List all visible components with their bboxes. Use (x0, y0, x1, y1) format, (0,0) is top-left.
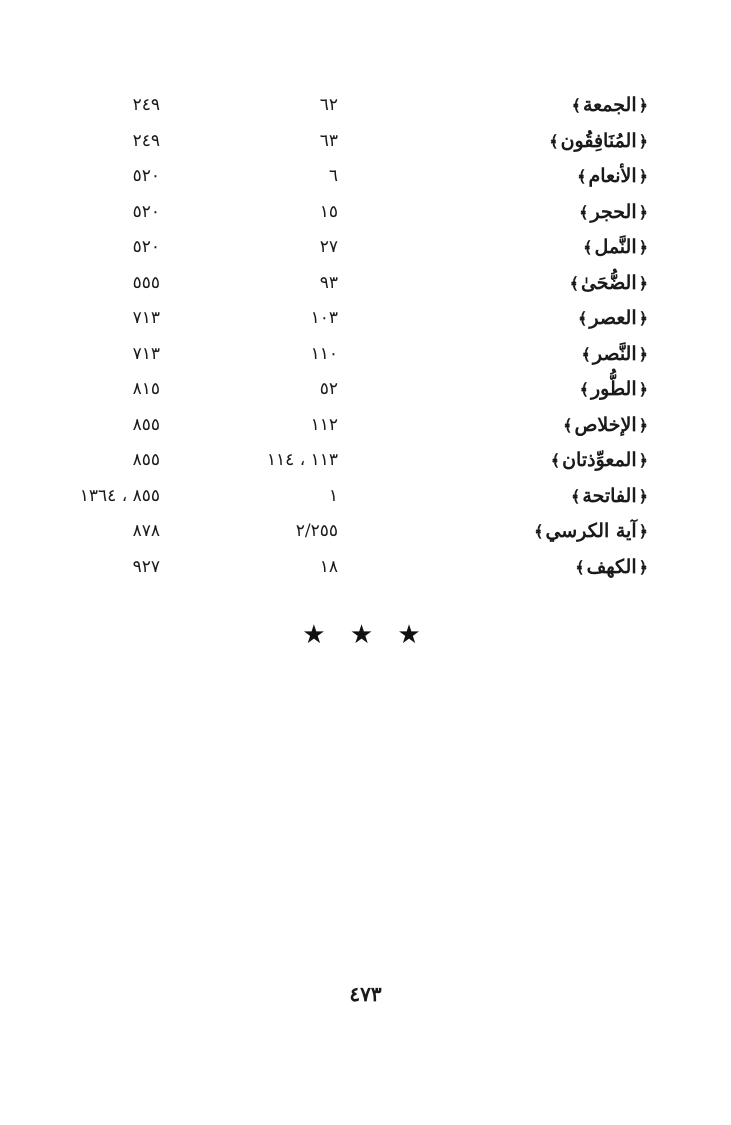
page-reference: ٨٧٨ (132, 521, 160, 541)
page-reference: ٥٥٥ (132, 272, 160, 293)
section-separator-stars: ★ ★ ★ (302, 620, 429, 650)
ornate-bracket-open-icon: ﴿ (638, 486, 648, 506)
surah-name-text: العصر (589, 307, 637, 329)
surah-number: ٢/٢٥٥ (295, 521, 338, 541)
surah-number: ٦٢ (319, 95, 338, 115)
ornate-bracket-close-icon: ﴾ (571, 486, 581, 506)
surah-number: ١٥ (319, 201, 338, 222)
ornate-bracket-close-icon: ﴾ (569, 273, 579, 293)
surah-name (578, 372, 650, 408)
ornate-bracket-close-icon: ﴾ (550, 451, 561, 470)
surah-name (549, 443, 650, 479)
surah-name-text: النَّصر (592, 342, 637, 365)
surah-name-text: الأنعام (588, 165, 637, 187)
ornate-bracket-open-icon: ﴿ (638, 202, 648, 222)
surah-number: ١٨ (319, 556, 338, 577)
page-reference: ٧١٣ (132, 343, 160, 364)
index-row (40, 408, 660, 444)
surah-number: ٩٣ (319, 272, 338, 293)
page-reference: ٨١٥ (132, 379, 160, 399)
index-row (40, 159, 660, 195)
surah-name (547, 124, 650, 160)
index-row (40, 266, 660, 302)
surah-number: ١١٠ (310, 343, 338, 364)
surah-number: ٥٢ (319, 379, 338, 399)
surah-name-text: الجمعة (582, 94, 637, 116)
page-reference: ٩٢٧ (132, 556, 160, 577)
index-row (40, 372, 660, 408)
surah-name (570, 88, 650, 124)
surah-name-text: الطُّور (590, 378, 637, 400)
surah-name (561, 408, 650, 444)
page-reference: ٥٢٠ (132, 237, 160, 257)
ornate-bracket-close-icon: ﴾ (579, 202, 589, 222)
ornate-bracket-open-icon: ﴿ (638, 131, 648, 151)
surah-name (576, 301, 650, 337)
ornate-bracket-close-icon: ﴾ (583, 238, 593, 257)
ornate-bracket-open-icon: ﴿ (638, 522, 648, 541)
ornate-bracket-close-icon: ﴾ (549, 131, 559, 151)
surah-name-text: الإخلاص (574, 413, 637, 436)
ornate-bracket-close-icon: ﴾ (575, 557, 585, 577)
index-row (40, 230, 660, 266)
ornate-bracket-open-icon: ﴿ (638, 415, 648, 435)
page-reference: ٧١٣ (132, 308, 160, 328)
surah-name (568, 266, 650, 302)
surah-name (569, 479, 650, 515)
surah-name-text: الحجر (590, 200, 637, 223)
index-row (40, 550, 660, 586)
surah-number: ١٠٣ (310, 308, 338, 328)
surah-name-text: الفاتحة (582, 484, 637, 507)
ornate-bracket-open-icon: ﴿ (638, 380, 648, 399)
index-row (40, 195, 660, 231)
surah-index-table (40, 88, 660, 585)
surah-name (577, 195, 650, 231)
surah-name-text: الضُّحَىٰ (580, 271, 637, 294)
ornate-bracket-close-icon: ﴾ (581, 344, 591, 364)
ornate-bracket-close-icon: ﴾ (577, 167, 587, 186)
ornate-bracket-close-icon: ﴾ (578, 309, 588, 328)
index-row (40, 124, 660, 160)
ornate-bracket-open-icon: ﴿ (638, 344, 648, 364)
ornate-bracket-open-icon: ﴿ (638, 167, 648, 186)
ornate-bracket-open-icon: ﴿ (638, 273, 648, 293)
surah-number: ١١٢ (310, 414, 338, 435)
ornate-bracket-open-icon: ﴿ (638, 238, 648, 257)
surah-number: ١١٣ ، ١١٤ (266, 450, 338, 470)
surah-name-text: المُنَافِقُون (560, 129, 637, 152)
index-row (40, 88, 660, 124)
index-row (40, 514, 660, 550)
page-reference: ٥٢٠ (132, 201, 160, 222)
ornate-bracket-close-icon: ﴾ (534, 522, 544, 541)
surah-name (581, 230, 650, 266)
surah-name-text: المعوِّذتان (562, 449, 637, 471)
surah-name-text: آية الكرسي (545, 520, 637, 542)
surah-name (575, 159, 650, 195)
page-reference: ٥٢٠ (132, 166, 160, 186)
surah-number: ٦ (328, 166, 338, 186)
surah-number: ١ (328, 485, 338, 506)
surah-number: ٢٧ (319, 237, 338, 257)
ornate-bracket-close-icon: ﴾ (579, 380, 589, 399)
page-reference: ٨٥٥ (132, 450, 160, 470)
index-row (40, 479, 660, 515)
index-row (40, 443, 660, 479)
ornate-bracket-close-icon: ﴾ (571, 96, 581, 115)
surah-name (579, 337, 650, 373)
ornate-bracket-open-icon: ﴿ (638, 309, 648, 328)
index-row (40, 301, 660, 337)
index-row (40, 337, 660, 373)
ornate-bracket-open-icon: ﴿ (638, 451, 648, 470)
page-reference: ٢٤٩ (132, 130, 160, 151)
page-number: ٤٧٣ (349, 982, 382, 1006)
surah-number: ٦٣ (319, 130, 338, 151)
surah-name-text: النَّمل (594, 236, 637, 258)
ornate-bracket-open-icon: ﴿ (638, 96, 648, 115)
page-reference: ٨٥٥ (132, 414, 160, 435)
surah-name (532, 514, 650, 550)
ornate-bracket-open-icon: ﴿ (638, 557, 648, 577)
surah-name (573, 550, 650, 586)
page-reference: ٢٤٩ (132, 95, 160, 115)
page-reference: ٨٥٥ ، ١٣٦٤ (79, 485, 160, 506)
ornate-bracket-close-icon: ﴾ (563, 415, 573, 435)
surah-name-text: الكهف (586, 555, 637, 578)
